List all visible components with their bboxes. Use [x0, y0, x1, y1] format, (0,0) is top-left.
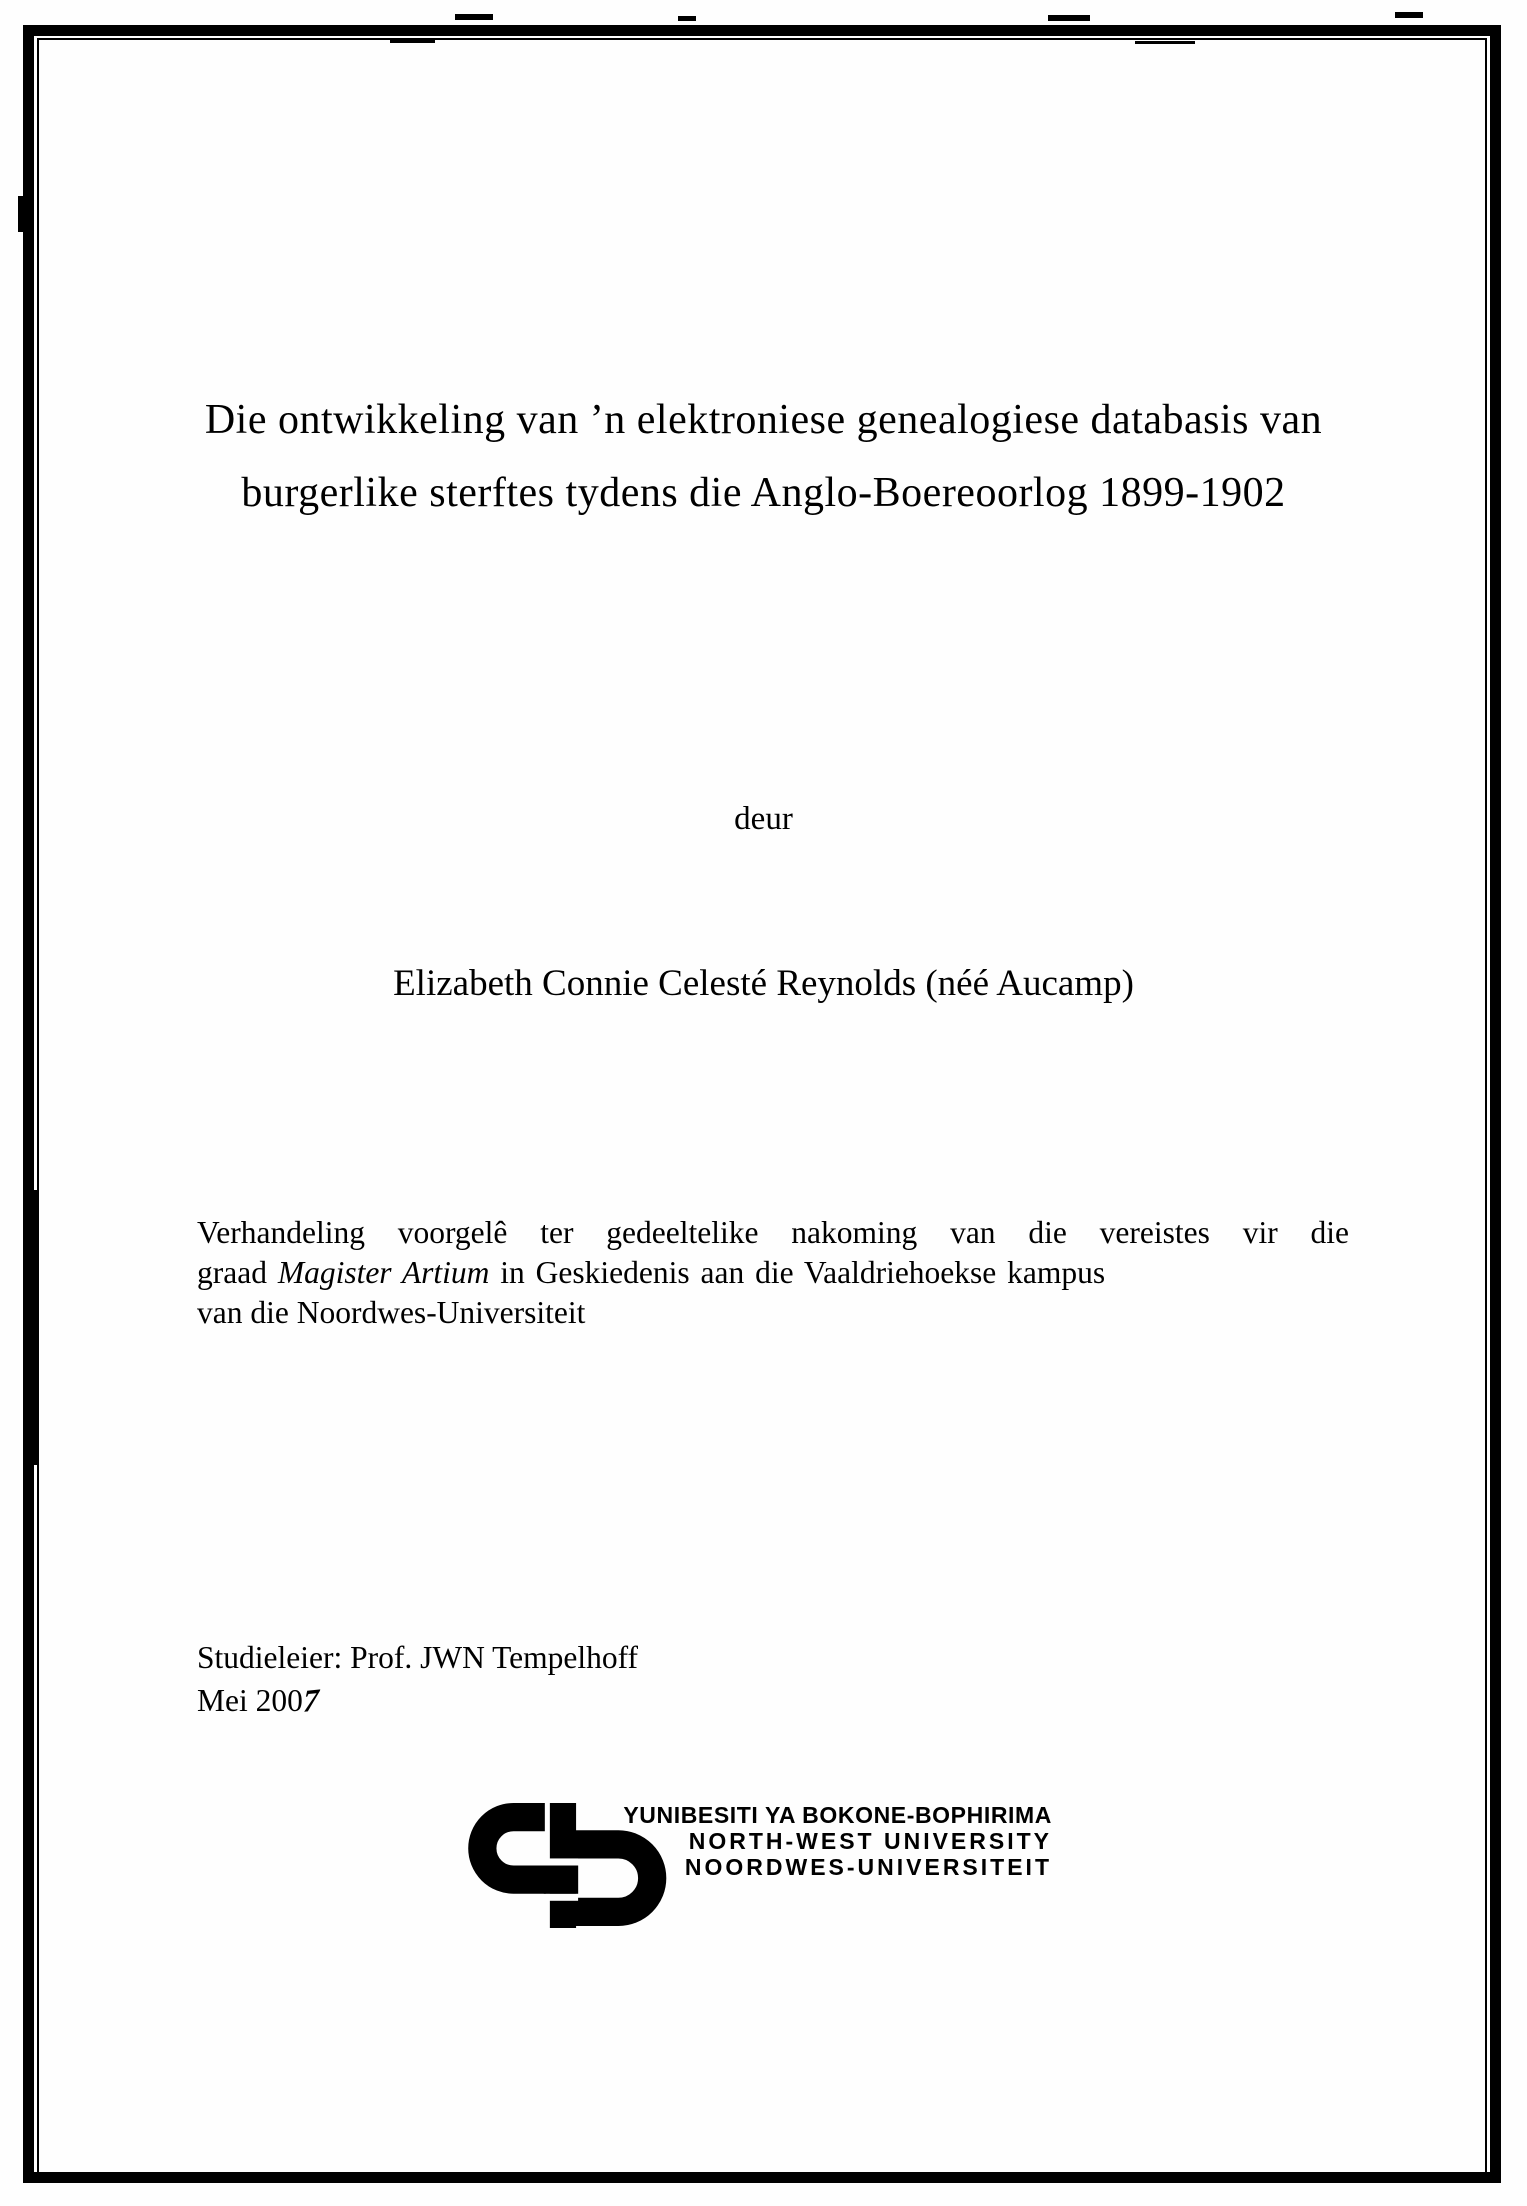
degree-name-italic: Magister Artium — [277, 1255, 490, 1290]
scan-artifact — [33, 1405, 38, 1465]
degree-statement-line1: Verhandeling voorgelê ter gedeeltelike nakoming van die vereistes vir die — [197, 1215, 1349, 1250]
supervisor-line: Studieleier: Prof. JWN Tempelhoff — [197, 1640, 639, 1675]
thesis-title-line1: Die ontwikkeling van ’n elektroniese genealogiese databasis van — [204, 397, 1323, 443]
scan-artifact — [34, 1190, 38, 1405]
logo-line-setswana: YUNIBESITI YA BOKONE-BOPHIRIMA — [623, 1802, 1052, 1828]
degree-statement-line2-prefix: graad — [197, 1255, 278, 1290]
scan-artifact — [1048, 15, 1090, 21]
scan-artifact — [30, 855, 34, 880]
scan-artifact — [1395, 12, 1423, 18]
author-name: Elizabeth Connie Celesté Reynolds (néé Aucamp) — [393, 963, 1134, 1004]
degree-statement-line3: van die Noordwes-Universiteit — [197, 1295, 586, 1330]
scan-artifact — [18, 196, 26, 232]
university-logo-text — [578, 1803, 1052, 1880]
scan-artifact — [678, 16, 696, 21]
byline-label: deur — [734, 801, 793, 837]
scan-artifact — [390, 40, 435, 43]
degree-statement — [197, 1213, 1349, 1333]
university-logo — [465, 1803, 1065, 1933]
degree-statement-line2 — [197, 1253, 1349, 1293]
date-last-digit: 7 — [299, 1681, 323, 1720]
thesis-title — [0, 384, 1527, 530]
degree-statement-line2-suffix: in Geskiedenis aan die Vaaldriehoekse kampus — [489, 1255, 1106, 1290]
logo-line-english: NORTH-WEST UNIVERSITY — [688, 1827, 1052, 1854]
logo-line-afrikaans: NOORDWES-UNIVERSITEIT — [684, 1853, 1052, 1880]
date-prefix: Mei 200 — [197, 1683, 303, 1718]
thesis-title-line2: burgerlike sterftes tydens die Anglo-Boereoorlog 1899-1902 — [241, 470, 1286, 516]
scan-artifact — [1135, 41, 1195, 44]
date-line — [197, 1681, 323, 1721]
scan-artifact — [455, 14, 493, 20]
